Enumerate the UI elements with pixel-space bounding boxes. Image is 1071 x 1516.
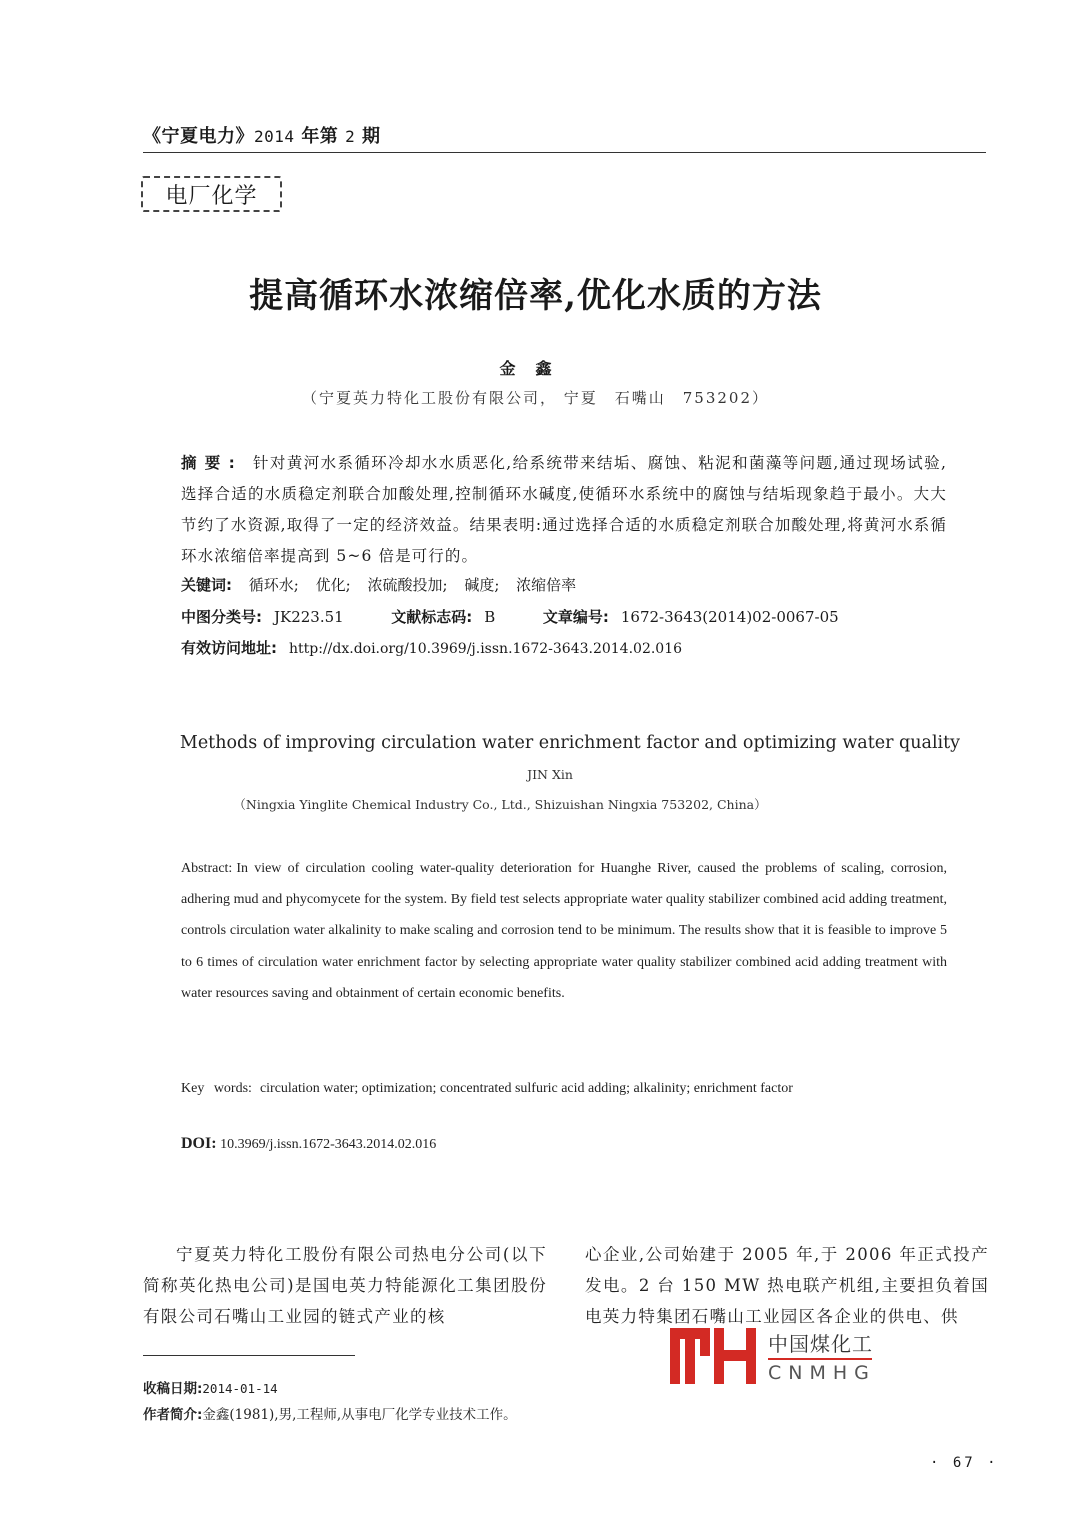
cnmhg-logo-icon [670,1328,758,1384]
doi-value[interactable]: 10.3969/j.issn.1672-3643.2014.02.016 [220,1137,437,1152]
bio-value: 金鑫(1981),男,工程师,从事电厂化学专业技术工作。 [202,1407,517,1423]
body-text-left-column: 宁夏英力特化工股份有限公司热电分公司(以下简称英化热电公司)是国电英力特能源化工集团股份有限公司石嘴山工业园的链式产业的核 [143,1245,547,1326]
abstract-en [181,853,947,1009]
category-label: 电厂化学 [141,176,282,212]
bio-label: 作者简介: [143,1407,203,1423]
access-url-label: 有效访问地址: [181,639,277,657]
received-label: 收稿日期: [143,1381,203,1397]
article-no-value: 1672-3643(2014)02-0067-05 [620,608,839,626]
doi-label: DOI: [181,1135,217,1152]
author-en: JIN Xin [527,767,573,782]
journal-name: 《宁夏电力》 [143,126,254,147]
keyword-cn: 优化; [315,576,351,594]
footnote-rule [143,1355,355,1356]
watermark-logo [670,1328,880,1388]
watermark-name-en: CNMHG [768,1362,876,1384]
header-rule [143,152,986,153]
article-title-cn: 提高循环水浓缩倍率,优化水质的方法 [249,276,822,316]
body-text-right-column: 心企业,公司始建于 2005 年,于 2006 年正式投产发电。2 台 150 MW 热电联产机组,主要担负着国电英力特集团石嘴山工业园区各企业的供电、供 [585,1245,989,1326]
journal-header [143,122,381,148]
classification-line [181,606,839,627]
affiliation-cn: （宁夏英力特化工股份有限公司， 宁夏 石嘴山 753202） [301,389,770,407]
watermark-name-cn: 中国煤化工 [768,1332,873,1356]
access-url-line [181,637,682,658]
footnote-received-date [143,1377,278,1397]
received-value: 2014-01-14 [202,1381,278,1396]
issue-number: 2 [345,127,356,146]
keyword-cn: 浓硫酸投加; [367,576,448,594]
footnote-author-bio [143,1403,517,1423]
keyword-cn: 循环水; [248,576,299,594]
page-number: · 67 · [930,1455,999,1471]
abstract-en-label: Abstract: [181,861,233,876]
keywords-cn-label: 关键词: [181,576,232,594]
keywords-en [181,1073,947,1104]
keyword-cn: 碱度; [464,576,500,594]
journal-year: 2014 [254,127,295,146]
abstract-cn-text: 针对黄河水系循环冷却水水质恶化,给系统带来结垢、腐蚀、粘泥和菌藻等问题,通过现场试验,选择合适的水质稳定剂联合加酸处理,控制循环水碱度,使循环水系统中的腐蚀与结垢现象趋于最小。大大节约了水资源,取得了一定的经济效益。结果表明:通过选择合适的水质稳定剂联合加酸处理,将黄河水系循环水浓缩倍率提高到 5~6 倍是可行的。 [181,454,947,565]
keywords-en-text: circulation water; optimization; concentrated sulfuric acid adding; alkalinity; enrichment factor [259,1081,793,1096]
abstract-en-text: In view of circulation cooling water-quality deterioration for Huanghe River, caused the problems of scaling, corrosion, adhering mud and phycomycete for the system. By field test selects appropriate water quality stabilizer combined acid adding treatment, controls circulation water alkalinity to make scaling and corrosion tend to be minimum. The results show that it is feasible to improve 5 to 6 times of circulation water enrichment factor by selecting appropriate water quality stabilizer combined acid adding treatment with water resources saving and obtainment of certain economic benefits. [181,861,947,1001]
keyword-cn: 浓缩倍率 [516,576,577,594]
doc-code-value: B [484,608,496,626]
abstract-cn-label: 摘要: [181,454,243,472]
clc-value: JK223.51 [274,608,344,626]
affiliation-en: （Ningxia Yinglite Chemical Industry Co., Ltd., Shizuishan Ningxia 753202, China） [233,797,767,812]
author-cn: 金鑫 [499,359,572,378]
access-url-link[interactable]: http://dx.doi.org/10.3969/j.issn.1672-3643.2014.02.016 [289,641,683,657]
keywords-en-label: Key words: [181,1081,252,1096]
watermark-rule [768,1358,872,1360]
abstract-cn [181,448,947,572]
article-no-label: 文章编号: [542,608,609,626]
clc-label: 中图分类号: [181,608,262,626]
issue-text-2: 期 [362,126,381,147]
article-title-en: Methods of improving circulation water enrichment factor and optimizing water quality [179,733,961,753]
keywords-cn [181,574,588,595]
doc-code-label: 文献标志码: [391,608,473,626]
doi-line [181,1135,436,1153]
issue-text-1: 年第 [301,126,339,147]
